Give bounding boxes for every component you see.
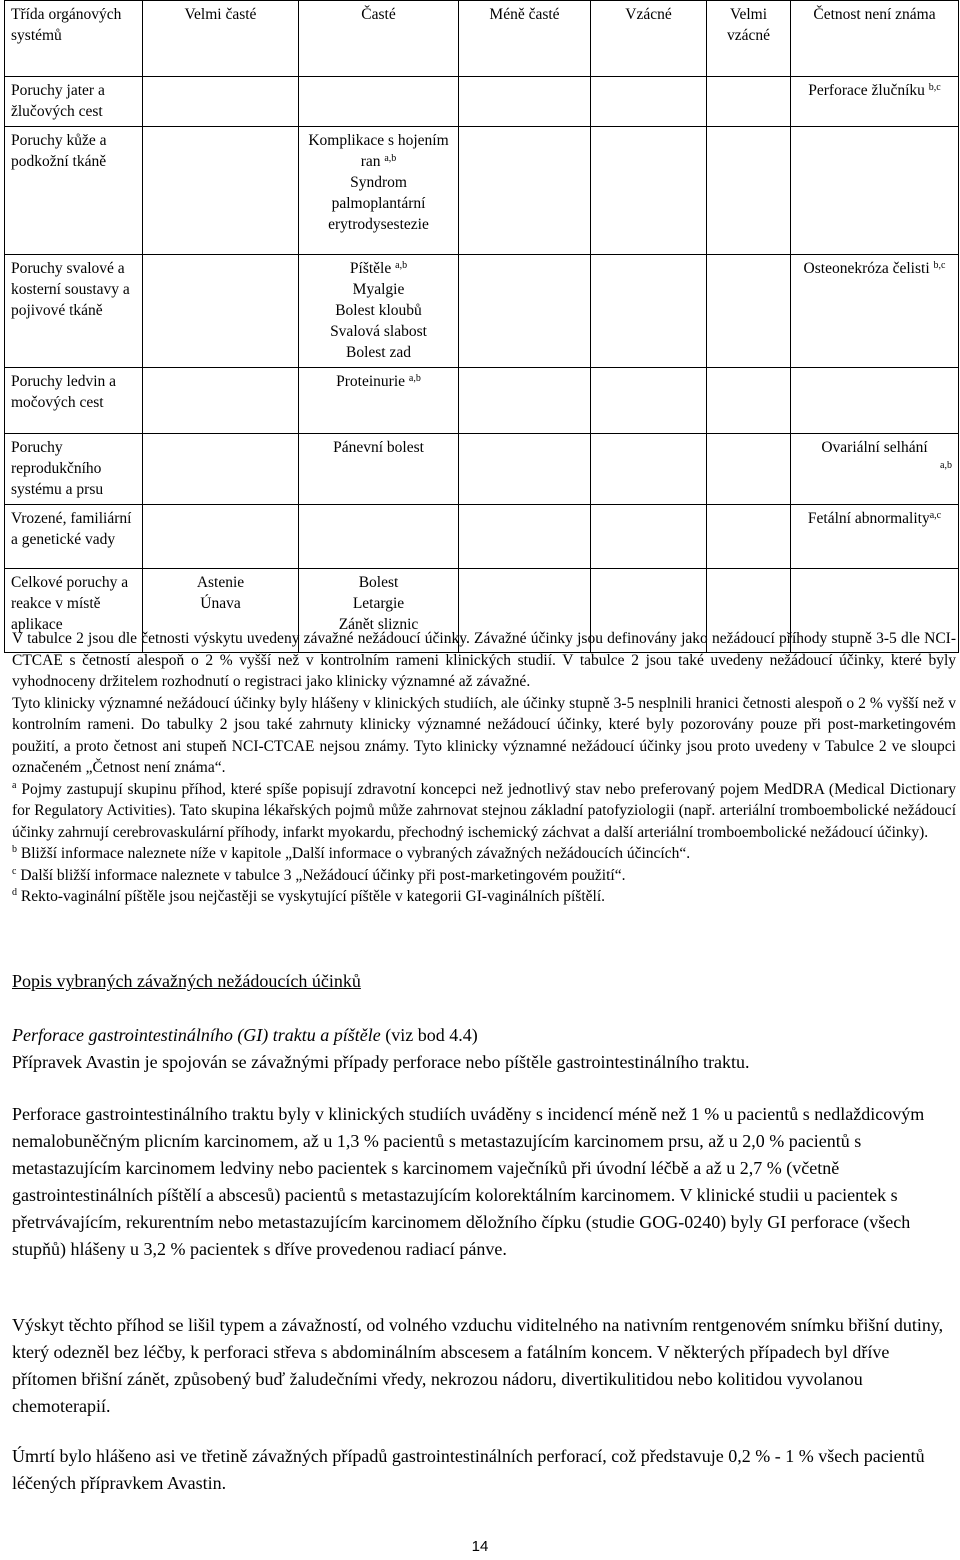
body-paragraph: Výskyt těchto příhod se lišil typem a závažností, od volného vzduchu viditelného na nativním rentgenovém snímku břišní dutiny, který odezněl bez léčby, k perforaci střeva s abdominálním abscesem a fatálním koncem. V některých případech byl dříve přítomen břišní zánět, způsobený buď žaludečními vředy, nekrozou nádoru, divertikulitidou nebo kolitidou vyvolanou chemoterapií. xyxy=(12,1315,944,1416)
common-cell: Bolest Letargie Zánět sliznic xyxy=(299,569,459,653)
unknown-cell: Ovariální selhání $^{a,b}$ xyxy=(791,434,959,505)
section-heading: Popis vybraných závažných nežádoucích účinků xyxy=(12,971,361,991)
header-unknown: Četnost není známa xyxy=(791,1,959,77)
soc-cell: Celkové poruchy a reakce v místě aplikace xyxy=(5,569,143,653)
table-header-row xyxy=(5,1,959,77)
table-footnotes xyxy=(12,628,956,908)
common-cell: Proteinurie $^{a,b}$ xyxy=(299,368,459,434)
header-rare: Vzácné xyxy=(591,1,707,77)
common-cell: Píštěle $^{a,b}$ Myalgie Bolest kloubů Svalová slabost Bolest zad xyxy=(299,255,459,368)
soc-cell: Poruchy svalové a kosterní soustavy a pojivové tkáně xyxy=(5,255,143,368)
unknown-cell: Perforace žlučníku $^{b,c}$ xyxy=(791,77,959,127)
table-row xyxy=(5,368,959,434)
body-paragraph: Úmrtí bylo hlášeno asi ve třetině závažných případů gastrointestinálních perforací, což představuje 0,2 % - 1 % všech pacientů léčených přípravkem Avastin. xyxy=(12,1446,925,1493)
common-cell: Pánevní bolest xyxy=(299,434,459,505)
footnote-d: $^d$ Rekto-vaginální píštěle jsou nejčastěji se vyskytující píštěle v kategorii GI-vaginálních píštělí. xyxy=(12,887,606,905)
unknown-cell: Fetální abnormality$^{a,c}$ xyxy=(791,505,959,569)
soc-cell: Poruchy jater a žlučových cest xyxy=(5,77,143,127)
soc-cell: Poruchy reprodukčního systému a prsu xyxy=(5,434,143,505)
header-common: Časté xyxy=(299,1,459,77)
subsection xyxy=(12,1022,956,1076)
footnote-paragraph: Tyto klinicky významné nežádoucí účinky byly hlášeny v klinických studiích, ale účinky stupně 3-5 nesplnili hranici četnosti alespoň o 2 % vyšší než v kontrolním rameni. Do tabulky 2 jsou také zahrnuty klinicky významné nežádoucí účinky, které byly pozorovány pouze při post-marketingovém použití, a proto četnost ani stupeň NCI-CTCAE nejsou známy. Tyto klinicky významné nežádoucí účinky jsou proto uvedeny v Tabulce 2 ve sloupci označeném „Četnost není známa“. xyxy=(12,694,956,776)
body-paragraph: Perforace gastrointestinálního traktu byly v klinických studiích uváděny s incidencí méně než 1 % u pacientů s nedlaždicovým nemalobuněčným plicním karcinomem, až u 1,3 % pacientů s metastazujícím karcinomem prsu, až u 2,0 % pacientů s metastazujícím karcinomem ledviny nebo pacientek s karcinomem vaječníků při úvodní léčbě a až u 2,7 % (včetně gastrointestinálních píštělí a abscesů) pacientů s metastazujícím kolorektálním karcinomem. V klinické studii u pacientek s přetrvávajícím, rekurentním nebo metastazujícím karcinomem děložního čípku (studie GOG-0240) byly GI perforace (všech stupňů) hlášeny u 3,2 % pacientek s dříve provedenou radiací pánve. xyxy=(12,1104,925,1259)
header-very-rare: Velmi vzácné xyxy=(707,1,791,77)
table-row xyxy=(5,127,959,255)
header-soc: Třída orgánových systémů xyxy=(5,1,143,77)
footnote-c: $^c$ Další bližší informace naleznete v tabulce 3 „Nežádoucí účinky při post-marketingovém použití“. xyxy=(12,865,626,884)
soc-cell: Poruchy ledvin a močových cest xyxy=(5,368,143,434)
table-row xyxy=(5,255,959,368)
subsection-intro: Přípravek Avastin je spojován se závažnými případy perforace nebo píštěle gastrointestinálního traktu. xyxy=(12,1052,750,1072)
page-number: 14 xyxy=(471,1538,489,1555)
very-common-cell: Astenie Únava xyxy=(143,569,299,653)
table-row xyxy=(5,505,959,569)
soc-cell: Poruchy kůže a podkožní tkáně xyxy=(5,127,143,255)
header-very-common: Velmi časté xyxy=(143,1,299,77)
subsection-title: Perforace gastrointestinálního (GI) traktu a píštěle (viz bod 4.4) xyxy=(12,1025,478,1045)
table-row xyxy=(5,434,959,505)
adverse-reactions-table xyxy=(4,0,959,653)
footnote-a: $^a$ Pojmy zastupují skupinu příhod, které spíše popisují zdravotní koncepci než jednotlivý stav nebo preferovaný pojem MedDRA (Medical Dictionary for Regulatory Activities). Tato skupina lékařských pojmů může zahrnovat stejnou základní patofyziologii (např. arteriální tromboembolické nežádoucí účinky zahrnují cerebrovaskulární příhody, infarkt myokardu, přechodný ischemický záchvat a další arteriální tromboembolické nežádoucí účinky). xyxy=(12,779,957,841)
footnote-b: $^b$ Bližší informace naleznete níže v kapitole „Další informace o vybraných závažných nežádoucích účincích“. xyxy=(12,844,691,862)
unknown-cell: Osteonekróza čelisti $^{b,c}$ xyxy=(791,255,959,368)
footnote-paragraph: V tabulce 2 jsou dle četnosti výskytu uvedeny závažné nežádoucí účinky. Závažné účinky jsou definovány jako nežádoucí příhody stupně 3-5 dle NCI-CTCAE s četností alespoň o 2 % vyšší než v kontrolním rameni klinických studií. V tabulce 2 jsou také uvedeny nežádoucí účinky, které byly vyhodnoceny držitelem rozhodnutí o registraci jako klinicky významné až závažné. xyxy=(12,630,956,690)
table-row xyxy=(5,77,959,127)
header-uncommon: Méně časté xyxy=(459,1,591,77)
soc-cell: Vrozené, familiární a genetické vady xyxy=(5,505,143,569)
common-cell: Komplikace s hojením ran $^{a,b}$ Syndrom palmoplantární erytrodysestezie xyxy=(299,127,459,255)
